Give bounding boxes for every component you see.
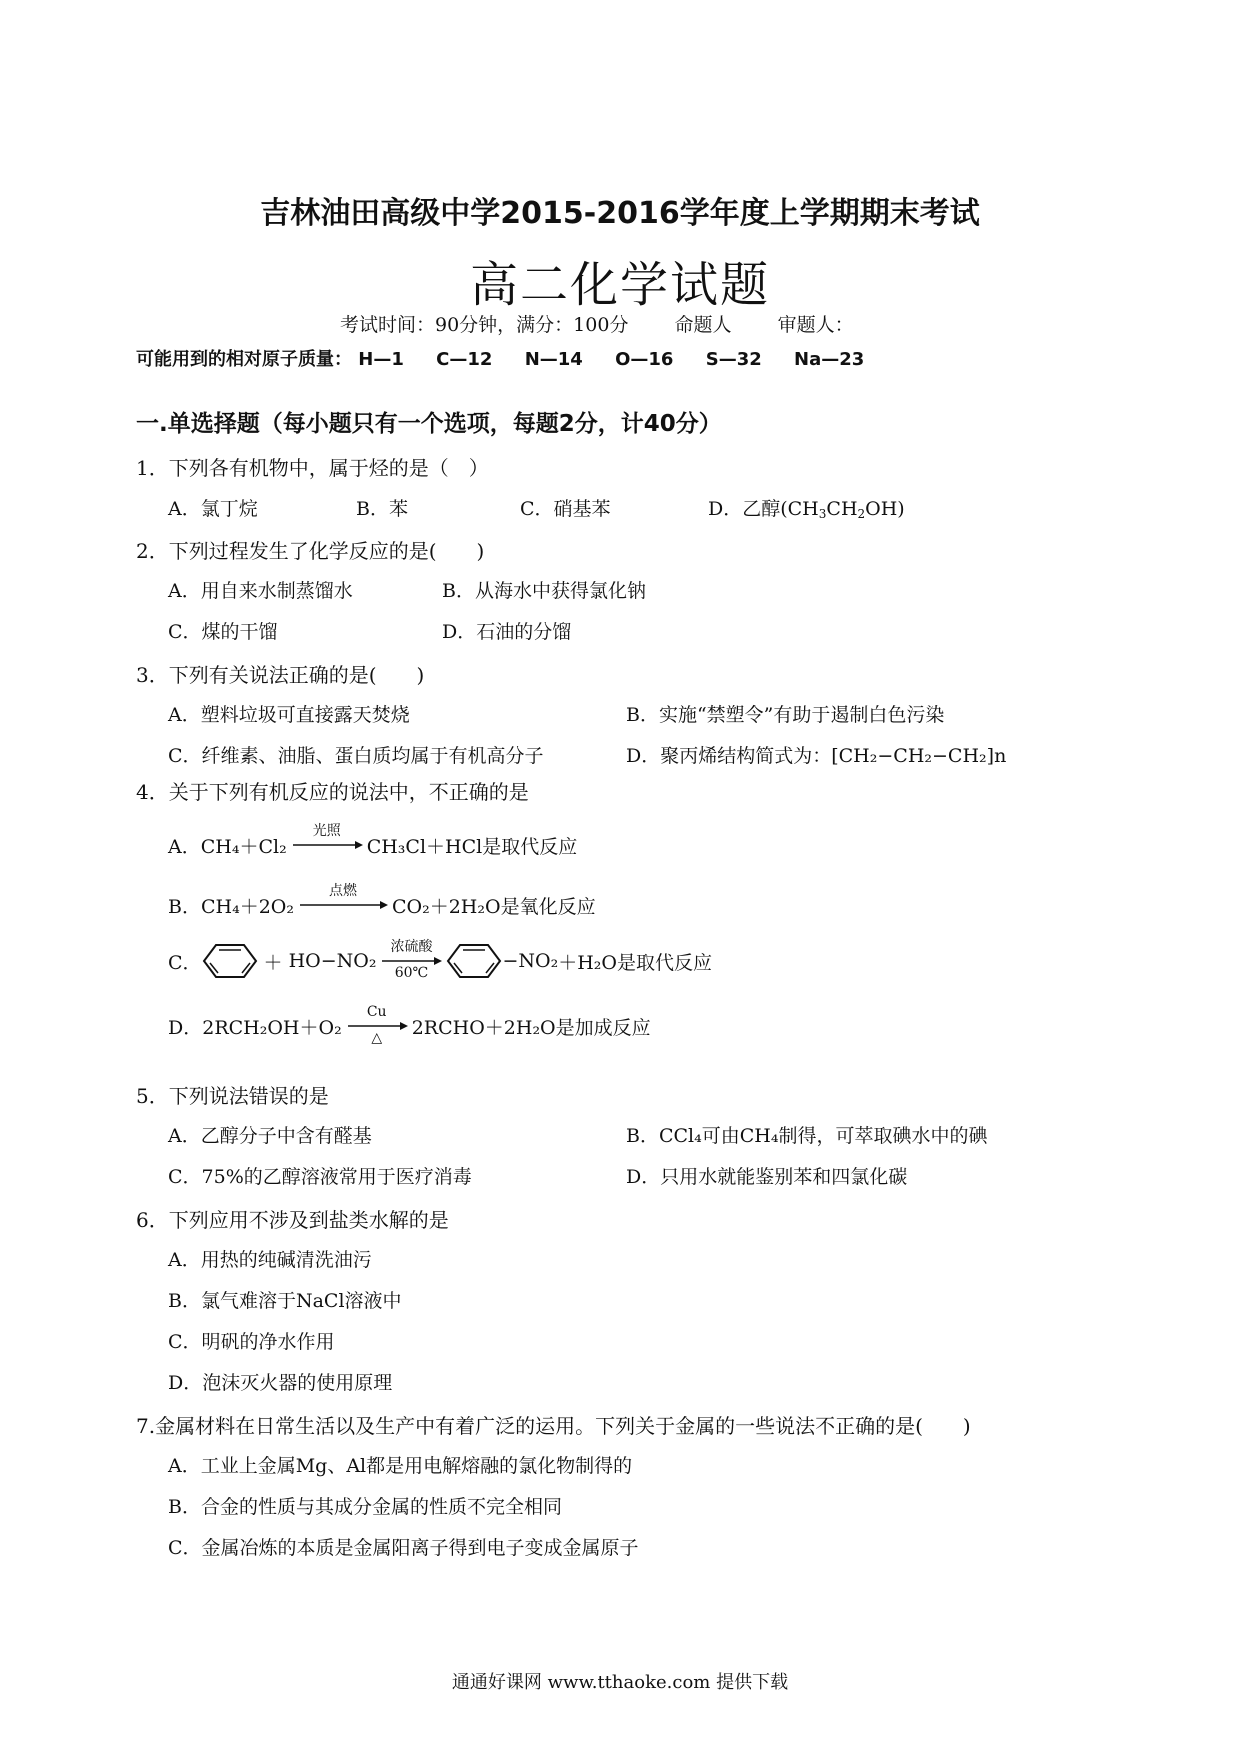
school-title: 吉林油田高级中学2015-2016学年度上学期期末考试 <box>260 196 980 231</box>
arrow-icon <box>298 900 388 910</box>
reaction-arrow: 浓硫酸 60℃ <box>380 940 442 982</box>
question-7-stem: 7.金属材料在日常生活以及生产中有着广泛的运用。下列关于金属的一些说法不正确的是( ) <box>136 1414 971 1438</box>
exam-time: 考试时间：90分钟，满分：100分 <box>340 314 629 336</box>
author-label: 命题人 <box>674 314 732 336</box>
atomic-mass-c: C—12 <box>436 349 493 370</box>
question-3-option-c: C．纤维素、油脂、蛋白质均属于有机高分子 <box>168 745 544 767</box>
question-4-option-b: B． CH₄＋2O₂ 点燃 CO₂＋2H₂O是氧化反应 <box>168 884 596 926</box>
page-title: 高二化学试题 <box>469 257 770 313</box>
question-2-option-b: B．从海水中获得氯化钠 <box>442 580 646 602</box>
question-5-option-c: C．75%的乙醇溶液常用于医疗消毒 <box>168 1166 472 1188</box>
question-4-option-c: C． ＋ HO−NO₂ 浓硫酸 60℃ −NO₂ ＋H₂O是取代反应 <box>168 939 712 981</box>
atomic-mass-n: N—14 <box>524 349 583 370</box>
question-5-stem: 5．下列说法错误的是 <box>136 1084 329 1108</box>
atomic-mass-na: Na—23 <box>794 349 865 370</box>
atomic-mass-s: S—32 <box>705 349 762 370</box>
question-7-option-b: B．合金的性质与其成分金属的性质不完全相同 <box>168 1496 562 1518</box>
question-3-stem: 3．下列有关说法正确的是( ) <box>136 663 425 687</box>
question-6-stem: 6．下列应用不涉及到盐类水解的是 <box>136 1208 449 1232</box>
reaction-arrow: 点燃 <box>298 884 388 926</box>
question-1-option-c: C．硝基苯 <box>520 498 611 520</box>
question-1-option-b: B．苯 <box>356 498 408 520</box>
question-2-stem: 2．下列过程发生了化学反应的是( ) <box>136 539 485 563</box>
question-3-option-b: B．实施“禁塑令”有助于遏制白色污染 <box>626 704 945 726</box>
exam-info <box>340 310 894 337</box>
question-6-option-d: D．泡沫灭火器的使用原理 <box>168 1372 393 1394</box>
question-2-option-c: C．煤的干馏 <box>168 621 278 643</box>
question-2-option-a: A．用自来水制蒸馏水 <box>168 580 353 602</box>
footer-source: 通通好课网 www.tthaoke.com 提供下载 <box>451 1672 789 1693</box>
reaction-arrow: 光照 <box>291 824 363 866</box>
question-3-option-a: A．塑料垃圾可直接露天焚烧 <box>168 704 410 726</box>
question-4-stem: 4．关于下列有机反应的说法中，不正确的是 <box>136 780 529 804</box>
question-6-option-b: B．氯气难溶于NaCl溶液中 <box>168 1290 402 1312</box>
benzene-ring-icon <box>202 941 258 981</box>
reaction-arrow: Cu △ <box>346 1005 408 1047</box>
polypropylene-formula: [CH₂−CH₂−CH₂]n <box>831 745 1007 767</box>
nitrobenzene-ring-icon <box>446 941 502 981</box>
question-1-option-d: D．乙醇$(CH_3CH_2OH)$ <box>708 498 905 521</box>
question-5-option-b: B．CCl₄可由CH₄制得，可萃取碘水中的碘 <box>626 1125 988 1147</box>
arrow-icon <box>291 840 363 850</box>
atomic-mass-h: H—1 <box>358 349 404 370</box>
question-3-option-d: D．聚丙烯结构简式为：[CH₂−CH₂−CH₂]n <box>626 745 1007 767</box>
atomic-mass-o: O—16 <box>615 349 674 370</box>
question-5-option-a: A．乙醇分子中含有醛基 <box>168 1125 372 1147</box>
atomic-mass-line <box>136 345 890 371</box>
question-4-option-d: D． 2RCH₂OH＋O₂ Cu △ 2RCHO＋2H₂O是加成反应 <box>168 1004 651 1046</box>
question-1-option-a: A．氯丁烷 <box>168 498 258 520</box>
question-7-option-a: A．工业上金属Mg、Al都是用电解熔融的氯化物制得的 <box>168 1455 633 1477</box>
question-6-option-a: A．用热的纯碱清洗油污 <box>168 1249 372 1271</box>
atomic-mass-label: 可能用到的相对原子质量： <box>136 349 352 370</box>
question-4-option-a: A． CH₄＋Cl₂ 光照 CH₃Cl＋HCl是取代反应 <box>168 824 577 866</box>
reviewer-label: 审题人： <box>777 314 854 336</box>
section-title: 一.单选择题（每小题只有一个选项，每题2分，计40分） <box>136 411 722 437</box>
question-2-option-d: D．石油的分馏 <box>442 621 572 643</box>
question-5-option-d: D．只用水就能鉴别苯和四氯化碳 <box>626 1166 908 1188</box>
question-1-stem: 1．下列各有机物中，属于烃的是（ ） <box>136 456 489 480</box>
question-6-option-c: C．明矾的净水作用 <box>168 1331 335 1353</box>
question-7-option-c: C．金属冶炼的本质是金属阳离子得到电子变成金属原子 <box>168 1537 639 1559</box>
